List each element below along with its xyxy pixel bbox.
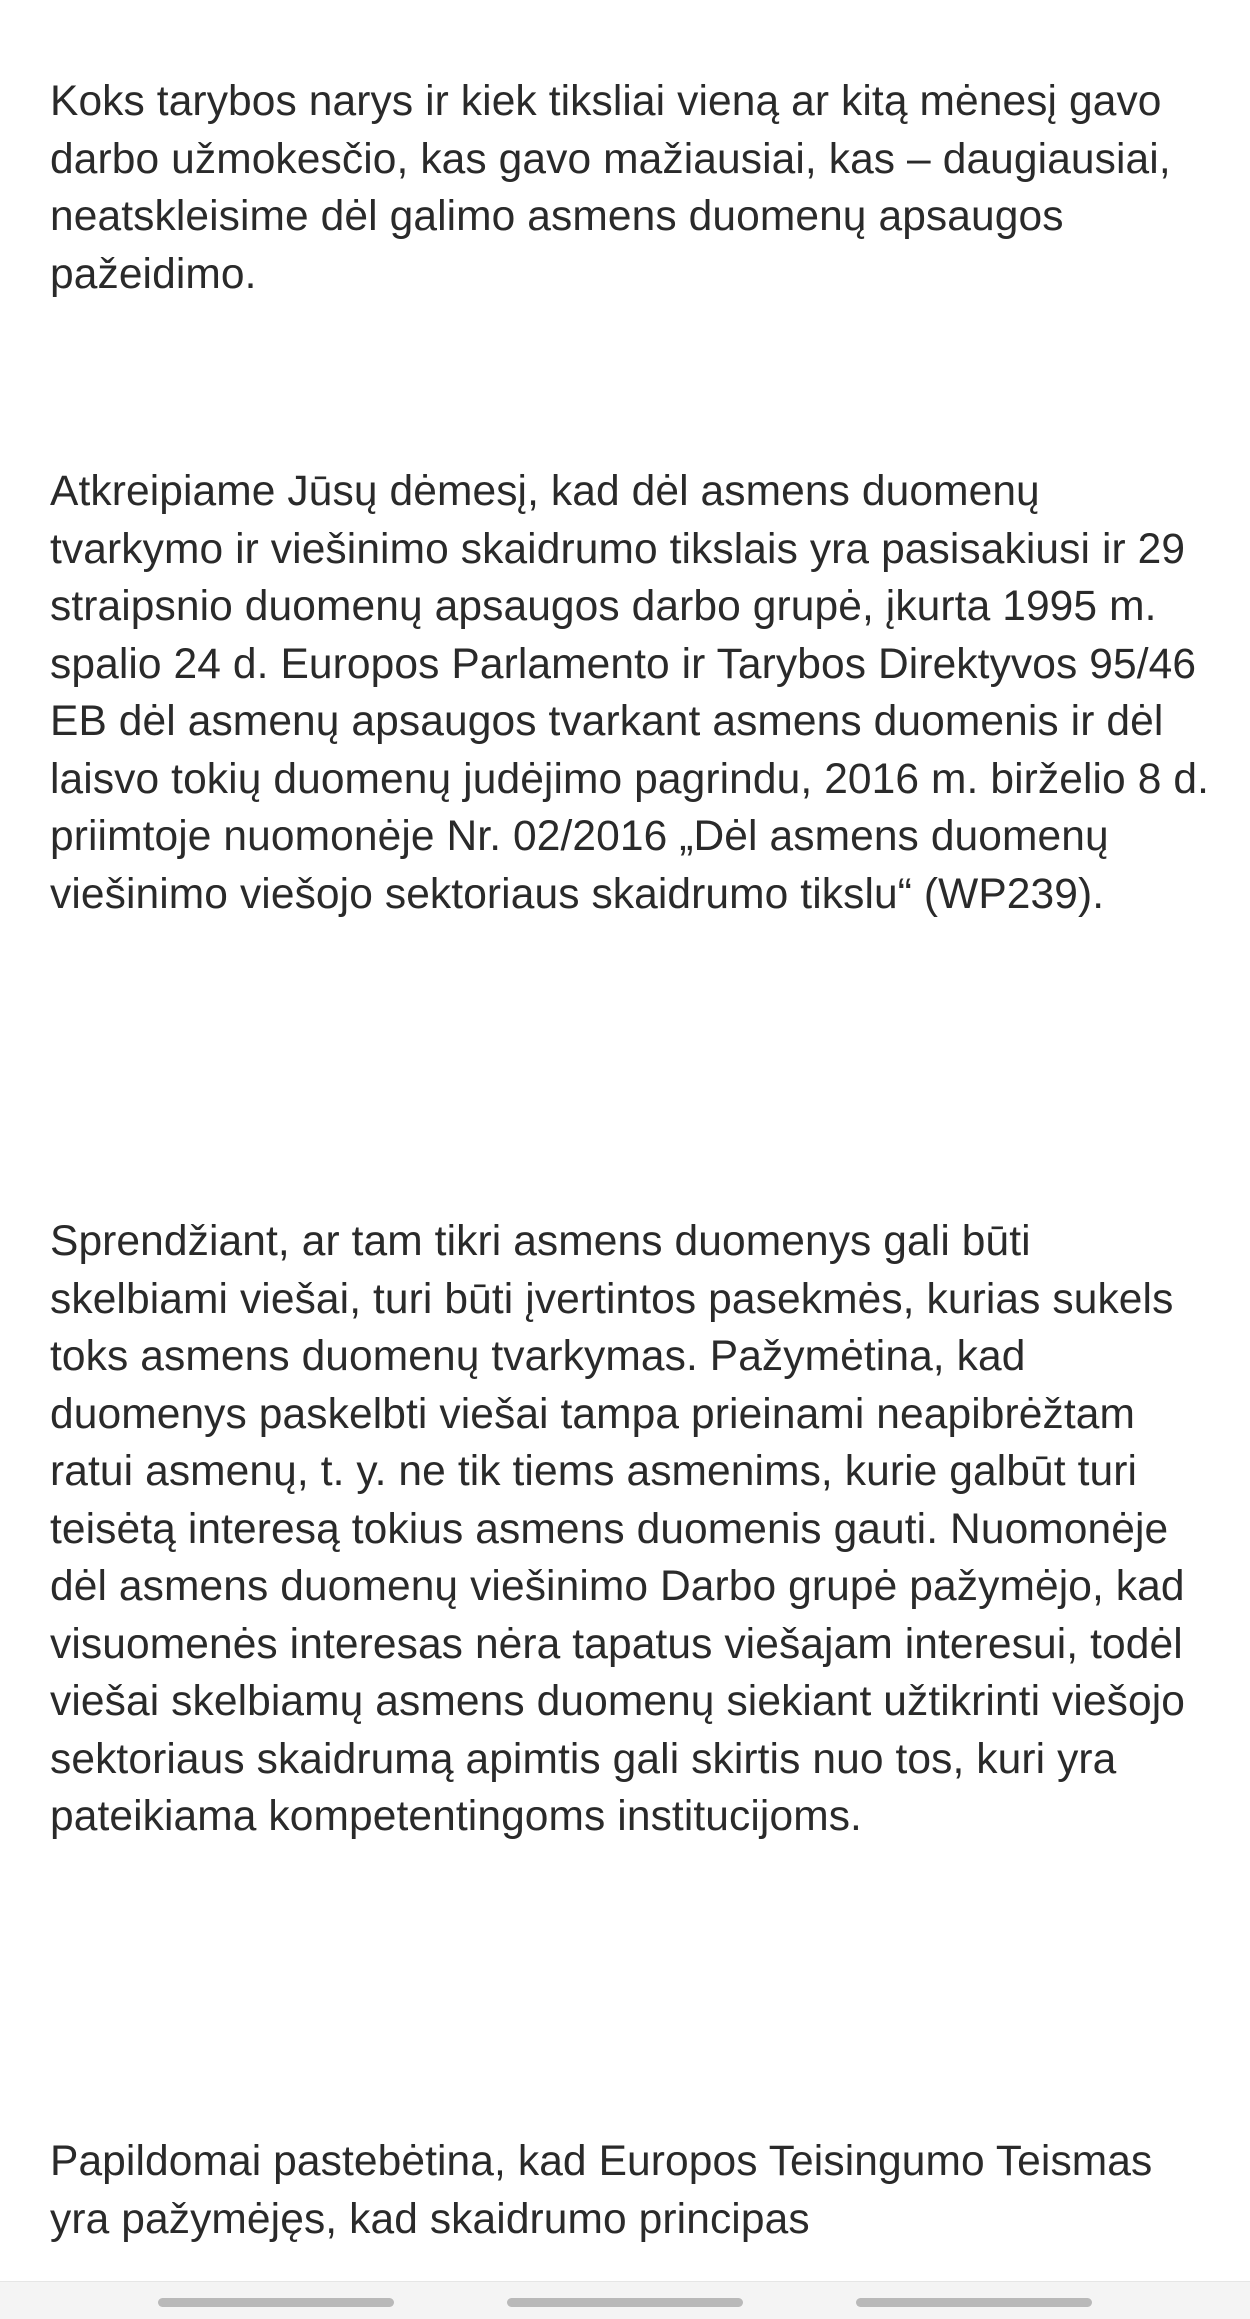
- article-paragraph-3: Sprendžiant, ar tam tikri asmens duomenys gali būti skelbiami viešai, turi būti įvertintos pasekmės, kurias sukels toks asmens duomenų tvarkymas. Pažymėtina, kad duomenys paskelbti viešai tampa prieinami neapibrėžtam ratui asmenų, t. y. ne tik tiems asmenims, kurie galbūt turi teisėtą interesą tokius asmens duomenis gauti. Nuomonėje dėl asmens duomenų viešinimo Darbo grupė pažymėjo, kad visuomenės interesas nėra tapatus viešajam interesui, todėl viešai skelbiamų asmens duomenų siekiant užtikrinti viešojo sektoriaus skaidrumą apimtis gali skirtis nuo tos, kuri yra pateikiama kompetentingoms institucijoms.: [50, 1218, 1186, 1840]
- nav-recents-handle[interactable]: [856, 2298, 1092, 2307]
- system-navigation-bar: [0, 2281, 1250, 2319]
- article-paragraph-2: Atkreipiame Jūsų dėmesį, kad dėl asmens duomenų tvarkymo ir viešinimo skaidrumo tikslais yra pasisakiusi ir 29 straipsnio duomenų apsaugos darbo grupė, įkurta 1995 m. spalio 24 d. Europos Parlamento ir Tarybos Direktyvos 95/46 EB dėl asmenų apsaugos tvarkant asmens duomenis ir dėl laisvo tokių duomenų judėjimo pagrindu, 2016 m. birželio 8 d. priimtoje nuomonėje Nr. 02/2016 „Dėl asmens duomenų viešinimo viešojo sektoriaus skaidrumo tikslu“ (WP239).: [50, 468, 1209, 918]
- article-paragraph-1: Koks tarybos narys ir kiek tiksliai vieną ar kitą mėnesį gavo darbo užmokesčio, kas gavo mažiausiai, kas – daugiausiai, neatskleisime dėl galimo asmens duomenų apsaugos pažeidimo.: [50, 78, 1171, 298]
- article-paragraph-4: Papildomai pastebėtina, kad Europos Teisingumo Teismas yra pažymėjęs, kad skaidrumo principas: [50, 2138, 1153, 2243]
- nav-back-handle[interactable]: [158, 2298, 394, 2307]
- nav-home-handle[interactable]: [507, 2298, 743, 2307]
- article-body: [50, 0, 1220, 2290]
